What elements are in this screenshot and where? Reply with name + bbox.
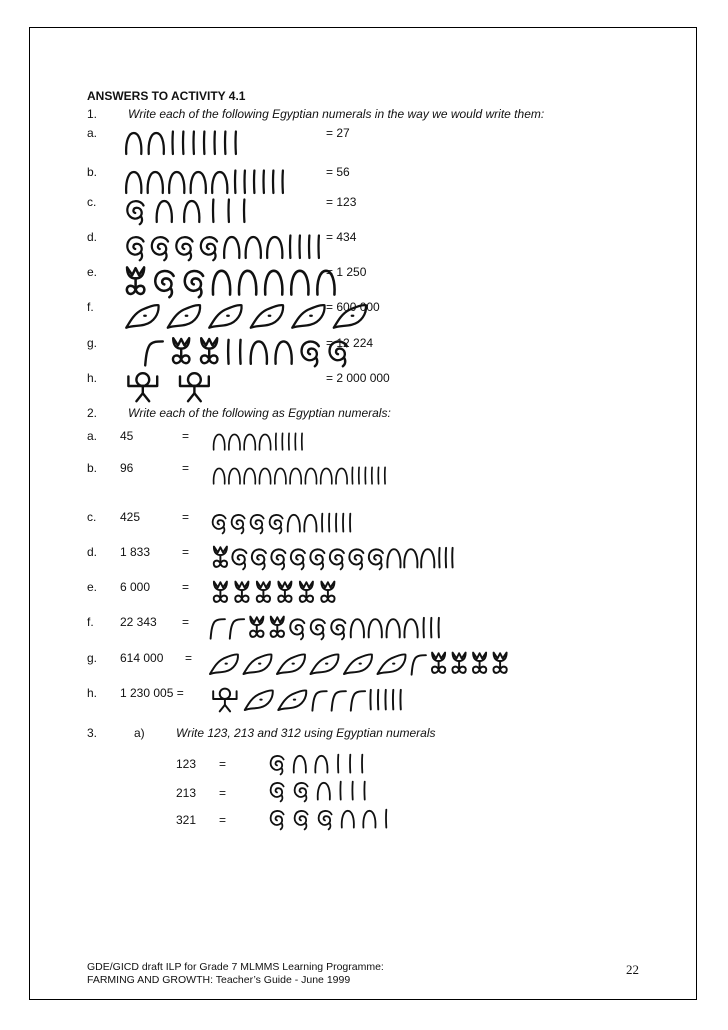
heel-glyph: [267, 237, 282, 258]
coil-glyph: [302, 342, 319, 367]
q1-item-letter: e.: [87, 265, 98, 279]
footer-line-2: FARMING AND GROWTH: Teacher’s Guide - June 1999: [87, 973, 351, 986]
coil-glyph: [232, 515, 245, 533]
tadpole-glyph: [277, 654, 305, 674]
q2-item-value: 96: [120, 461, 134, 475]
page-footer: [87, 961, 384, 986]
heel-glyph: [290, 468, 301, 483]
coil-glyph: [127, 201, 143, 224]
q3-item-equals: =: [219, 757, 227, 771]
q2-instruction: Write each of the following as Egyptian numerals:: [128, 406, 391, 420]
finger-glyph: [312, 691, 326, 711]
tadpole-glyph: [377, 654, 405, 674]
q1-instruction: Write each of the following Egyptian numerals in the way we would write them:: [128, 107, 545, 121]
heel-glyph: [246, 237, 261, 258]
q2-item-equals: =: [182, 429, 190, 443]
q3-item-value: 213: [176, 786, 197, 800]
coil-glyph: [271, 783, 284, 801]
heel-glyph: [259, 468, 270, 483]
coil-glyph: [270, 515, 283, 533]
man-glyph: [213, 689, 236, 712]
heel-glyph: [315, 756, 327, 773]
q1-item-answer: = 600 000: [326, 300, 380, 314]
heel-glyph: [304, 515, 316, 532]
q1-item-answer: = 27: [326, 126, 350, 140]
egyptian-numeral-glyphs: [122, 229, 317, 263]
heel-glyph: [387, 619, 400, 637]
q2-item-letter: d.: [87, 545, 98, 559]
q2-item-value: 1 833: [120, 545, 151, 559]
q2-item-equals: =: [185, 651, 193, 665]
heel-glyph: [212, 172, 227, 193]
lotus-glyph: [214, 582, 227, 602]
coil-glyph: [311, 619, 325, 639]
man-glyph: [128, 373, 157, 401]
heel-glyph: [229, 468, 240, 483]
q2-item-letter: h.: [87, 686, 98, 700]
q1-item-answer: = 1 250: [326, 265, 367, 279]
lotus-glyph: [257, 582, 270, 602]
coil-glyph: [252, 549, 266, 569]
coil-glyph: [369, 549, 383, 569]
q2-item-equals: =: [182, 545, 190, 559]
heel-glyph: [244, 434, 255, 449]
coil-glyph: [271, 549, 285, 569]
egyptian-numeral-glyphs: [266, 749, 378, 777]
coil-glyph: [176, 237, 192, 260]
heel-glyph: [214, 468, 225, 483]
coil-glyph: [331, 619, 345, 639]
q3-part-label: a): [134, 726, 145, 740]
egyptian-numeral-glyphs: [208, 542, 390, 572]
lotus-glyph: [201, 338, 217, 363]
q2-item-letter: a.: [87, 429, 98, 443]
tadpole-glyph: [210, 654, 238, 674]
q1-item-answer: = 56: [326, 165, 350, 179]
heel-glyph: [275, 341, 291, 363]
q2-item-value: 425: [120, 510, 141, 524]
coil-glyph: [310, 549, 324, 569]
q2-item-value: 1 230 005 =: [120, 686, 184, 700]
lotus-glyph: [235, 582, 248, 602]
egyptian-numeral-glyphs: [122, 193, 267, 227]
page-heading: ANSWERS TO ACTIVITY 4.1: [87, 89, 246, 103]
heel-glyph: [149, 133, 164, 154]
q2-item-letter: g.: [87, 651, 98, 665]
tadpole-glyph: [243, 654, 271, 674]
lotus-glyph: [173, 338, 189, 363]
lotus-glyph: [214, 547, 227, 567]
coil-glyph: [201, 237, 217, 260]
q1-item-letter: b.: [87, 165, 98, 179]
heel-glyph: [294, 756, 306, 773]
heel-glyph: [336, 468, 347, 483]
q2-item-letter: b.: [87, 461, 98, 475]
tadpole-glyph: [126, 305, 158, 328]
q3-item-value: 321: [176, 813, 197, 827]
lotus-glyph: [300, 582, 313, 602]
q2-item-equals: =: [182, 510, 190, 524]
egyptian-numeral-glyphs: [122, 298, 317, 332]
coil-glyph: [185, 271, 203, 297]
finger-glyph: [145, 341, 163, 365]
heel-glyph: [184, 201, 199, 222]
heel-glyph: [351, 619, 364, 637]
egyptian-numeral-glyphs: [266, 776, 376, 804]
heel-glyph: [288, 515, 300, 532]
coil-glyph: [155, 271, 173, 297]
q1-item-answer: = 12 224: [326, 336, 374, 350]
coil-glyph: [232, 549, 246, 569]
q1-item-answer: = 434: [326, 230, 357, 244]
heel-glyph: [157, 201, 172, 222]
heel-glyph: [169, 172, 184, 193]
heel-glyph: [239, 271, 256, 295]
q3-number: 3.: [87, 726, 98, 740]
lotus-glyph: [271, 617, 284, 637]
heel-glyph: [251, 341, 267, 363]
q3-item-equals: =: [219, 813, 227, 827]
q3-item-value: 123: [176, 757, 197, 771]
heel-glyph: [126, 172, 141, 193]
heel-glyph: [321, 468, 332, 483]
egyptian-numeral-glyphs: [208, 508, 350, 536]
coil-glyph: [251, 515, 264, 533]
q2-item-letter: f.: [87, 615, 94, 629]
q2-item-equals: =: [182, 461, 190, 475]
heel-glyph: [191, 172, 206, 193]
heel-glyph: [275, 468, 286, 483]
tadpole-glyph: [344, 654, 372, 674]
egyptian-numeral-glyphs: [266, 804, 381, 832]
q1-item-letter: f.: [87, 300, 94, 314]
q2-item-letter: c.: [87, 510, 97, 524]
coil-glyph: [271, 811, 284, 829]
coil-glyph: [330, 549, 344, 569]
coil-glyph: [291, 549, 305, 569]
q1-item-answer: = 123: [326, 195, 357, 209]
q2-item-equals: =: [182, 615, 190, 629]
finger-glyph: [211, 619, 225, 639]
heel-glyph: [213, 271, 230, 295]
coil-glyph: [290, 619, 304, 639]
egyptian-numeral-glyphs: [208, 577, 320, 607]
coil-glyph: [295, 783, 308, 801]
coil-glyph: [349, 549, 363, 569]
egyptian-numeral-glyphs: [120, 262, 320, 300]
q3-instruction: Write 123, 213 and 312 using Egyptian numerals: [176, 726, 436, 740]
heel-glyph: [305, 468, 316, 483]
coil-glyph: [152, 237, 168, 260]
lotus-glyph: [127, 267, 144, 294]
coil-glyph: [127, 237, 143, 260]
q1-item-letter: d.: [87, 230, 98, 244]
egyptian-numeral-glyphs: [140, 333, 320, 369]
tadpole-glyph: [209, 305, 241, 328]
tadpole-glyph: [278, 690, 306, 710]
heel-glyph: [148, 172, 163, 193]
heel-glyph: [363, 811, 375, 828]
page-number: 22: [626, 962, 639, 977]
q1-item-letter: g.: [87, 336, 98, 350]
tadpole-glyph: [168, 305, 200, 328]
heel-glyph: [214, 434, 225, 449]
heel-glyph: [126, 133, 141, 154]
q1-item-letter: c.: [87, 195, 97, 209]
heel-glyph: [291, 271, 308, 295]
egyptian-numeral-glyphs: [122, 125, 312, 159]
lotus-glyph: [250, 617, 263, 637]
heel-glyph: [244, 468, 255, 483]
q2-item-value: 614 000: [120, 651, 164, 665]
coil-glyph: [213, 515, 226, 533]
q2-item-letter: e.: [87, 580, 98, 594]
heel-glyph: [342, 811, 354, 828]
egyptian-numeral-glyphs: [120, 368, 200, 404]
coil-glyph: [319, 811, 332, 829]
heel-glyph: [369, 619, 382, 637]
tadpole-glyph: [251, 305, 283, 328]
q1-item-letter: h.: [87, 371, 98, 385]
footer-line-1: GDE/GICD draft ILP for Grade 7 MLMMS Learning Programme:: [87, 961, 384, 973]
heel-glyph: [224, 237, 239, 258]
heel-glyph: [259, 434, 270, 449]
q2-item-value: 22 343: [120, 615, 157, 629]
heel-glyph: [265, 271, 282, 295]
lotus-glyph: [278, 582, 291, 602]
egyptian-numeral-glyphs: [206, 684, 336, 714]
egyptian-numeral-glyphs: [210, 462, 432, 488]
q2-number: 2.: [87, 406, 98, 420]
finger-glyph: [230, 619, 244, 639]
q1-item-letter: a.: [87, 126, 98, 140]
heel-glyph: [318, 783, 330, 800]
coil-glyph: [271, 756, 284, 774]
q2-item-value: 6 000: [120, 580, 151, 594]
q2-item-value: 45: [120, 429, 134, 443]
q3-item-equals: =: [219, 786, 227, 800]
q2-item-equals: =: [182, 580, 190, 594]
tadpole-glyph: [245, 690, 273, 710]
q1-item-answer: = 2 000 000: [326, 371, 390, 385]
coil-glyph: [295, 811, 308, 829]
tadpole-glyph: [310, 654, 338, 674]
egyptian-numeral-glyphs: [206, 612, 404, 642]
egyptian-numeral-glyphs: [210, 428, 320, 454]
q1-number: 1.: [87, 107, 98, 121]
heel-glyph: [229, 434, 240, 449]
egyptian-numeral-glyphs: [206, 648, 416, 678]
